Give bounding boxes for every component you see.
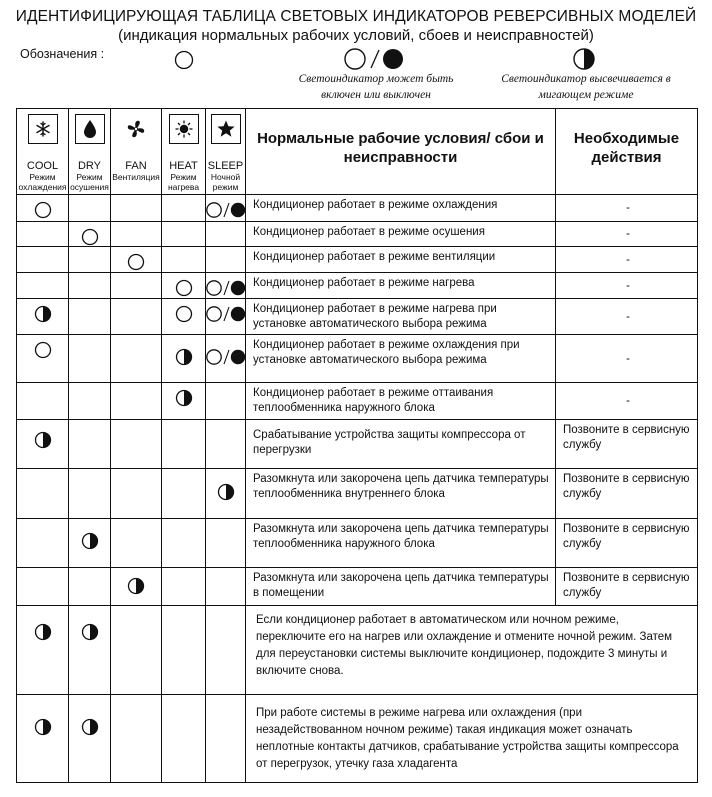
table-row (17, 222, 698, 247)
row-action: - (556, 383, 698, 420)
legend-on-off-symbol (343, 47, 407, 71)
circle-outline-icon (174, 50, 194, 70)
header-conditions: Нормальные рабочие условия/ сбои и неисправности (246, 109, 556, 195)
indicator-table (16, 108, 698, 783)
mode-name: Ночной режим (210, 172, 241, 192)
row-description: Кондиционер работает в режиме нагрева (246, 273, 556, 299)
indicator-on-icon (81, 228, 99, 246)
header-row (17, 109, 698, 195)
mode-name: Режим нагрева (167, 172, 200, 192)
indicator-on-off-icon (206, 348, 246, 366)
indicator-on-icon (127, 253, 145, 271)
table-row (17, 383, 698, 420)
header-actions: Необходимые действия (556, 109, 698, 195)
table-row-wide (17, 695, 698, 783)
table-row (17, 420, 698, 469)
droplet-icon (75, 114, 105, 144)
indicator-on-off-icon (206, 201, 246, 219)
on-off-pair-icon (343, 47, 407, 71)
row-description: Кондиционер работает в режиме охлаждения при установке автоматического выбора режима (246, 335, 556, 383)
header-heat (162, 109, 206, 195)
indicator-blink-icon (81, 718, 99, 736)
row-description: Разомкнута или закорочена цепь датчика температуры в помещении (246, 568, 556, 606)
legend-on-symbol (174, 50, 194, 70)
row-action: Позвоните в сервисную службу (556, 519, 698, 568)
indicator-blink-icon (34, 305, 52, 323)
row-action: - (556, 299, 698, 335)
row-action: - (556, 222, 698, 247)
legend-label: Обозначения : (20, 47, 105, 61)
mode-code: COOL (26, 160, 59, 172)
indicator-blink-icon (81, 623, 99, 641)
snowflake-icon (28, 114, 58, 144)
page-subtitle: (индикация нормальных рабочих условий, сбоев и неисправностей) (118, 27, 594, 44)
table-row (17, 519, 698, 568)
indicator-blink-icon (34, 623, 52, 641)
row-description: Кондиционер работает в режиме охлаждения (246, 195, 556, 222)
page-title: ИДЕНТИФИЦИРУЮЩАЯ ТАБЛИЦА СВЕТОВЫХ ИНДИКАТОРОВ РЕВЕРСИВНЫХ МОДЕЛЕЙ (15, 8, 697, 25)
fan-icon (121, 114, 151, 144)
wide-row-text: Если кондиционер работает в автоматическом или ночном режиме, переключите его на нагрев или охлаждение и отмените ночной режим. Затем для переустановки системы выключите кондиционер, подождите 3 минуты и включите снова. (246, 606, 698, 695)
row-description: Срабатывание устройства защиты компрессора от перегрузки (246, 420, 556, 469)
row-action: - (556, 335, 698, 383)
header-dry (69, 109, 111, 195)
mode-name: Режим охлаждения (18, 172, 67, 192)
legend-blink-symbol (572, 47, 596, 71)
star-icon (211, 114, 241, 144)
header-sleep (206, 109, 246, 195)
row-action: - (556, 273, 698, 299)
mode-code: FAN (125, 160, 147, 172)
indicator-on-icon (34, 201, 52, 219)
table-row (17, 273, 698, 299)
row-description: Кондиционер работает в режиме оттаивания теплообменника наружного блока (246, 383, 556, 420)
indicator-blink-icon (175, 348, 193, 366)
half-circle-icon (572, 47, 596, 71)
mode-name: Режим осушения (70, 172, 109, 192)
wide-row-text: При работе системы в режиме нагрева или охлаждения (при незадействованном ночном режиме) такая индикация может означать неплотные контакты датчиков, срабатывание устройства защиты компрессора от перегрузок, утечку газа хладагента (246, 695, 698, 783)
indicator-on-off-icon (206, 305, 246, 323)
table-row (17, 469, 698, 519)
header-cool (17, 109, 69, 195)
mode-code: DRY (77, 160, 102, 172)
legend-on-off-text: Светоиндикатор может быть включен или выключен (298, 73, 454, 101)
row-action: - (556, 195, 698, 222)
row-description: Разомкнута или закорочена цепь датчика температуры теплообменника наружного блока (246, 519, 556, 568)
sun-icon (169, 114, 199, 144)
indicator-on-off-icon (206, 279, 246, 297)
indicator-blink-icon (127, 577, 145, 595)
indicator-on-icon (175, 279, 193, 297)
row-description: Разомкнута или закорочена цепь датчика температуры теплообменника внутреннего блока (246, 469, 556, 519)
row-action: Позвоните в сервисную службу (556, 469, 698, 519)
row-action: - (556, 247, 698, 273)
table-row (17, 568, 698, 606)
table-row-wide (17, 606, 698, 695)
row-description: Кондиционер работает в режиме осушения (246, 222, 556, 247)
indicator-blink-icon (175, 389, 193, 407)
indicator-on-icon (34, 341, 52, 359)
row-action: Позвоните в сервисную службу (556, 568, 698, 606)
mode-name: Вентиляция (112, 172, 160, 182)
indicator-on-icon (175, 305, 193, 323)
row-description: Кондиционер работает в режиме нагрева при установке автоматического выбора режима (246, 299, 556, 335)
indicator-blink-icon (81, 532, 99, 550)
indicator-blink-icon (34, 431, 52, 449)
indicator-blink-icon (217, 483, 235, 501)
mode-code: HEAT (169, 160, 198, 172)
header-fan (111, 109, 162, 195)
row-description: Кондиционер работает в режиме вентиляции (246, 247, 556, 273)
row-action: Позвоните в сервисную службу (556, 420, 698, 469)
table-row (17, 299, 698, 335)
indicator-blink-icon (34, 718, 52, 736)
table-row (17, 195, 698, 222)
legend-blink-text: Светоиндикатор высвечивается в мигающем режиме (501, 73, 671, 101)
table-row (17, 335, 698, 383)
table-row (17, 247, 698, 273)
mode-code: SLEEP (207, 160, 244, 172)
